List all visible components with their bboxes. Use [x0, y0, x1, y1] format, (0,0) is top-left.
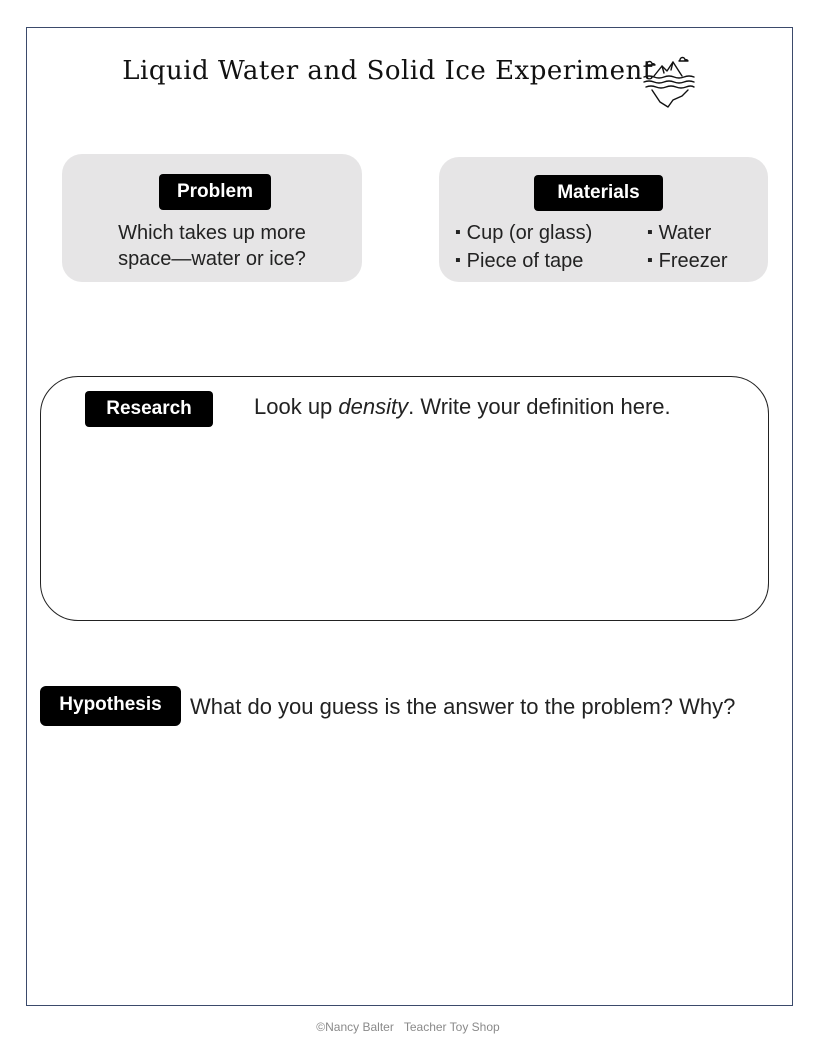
material-item: ▪ Water: [647, 220, 728, 248]
material-item: ▪ Cup (or glass): [455, 220, 592, 248]
materials-panel: [439, 157, 768, 282]
materials-list-right: [647, 220, 728, 276]
research-answer-box[interactable]: [40, 376, 769, 621]
material-item: ▪ Freezer: [647, 248, 728, 276]
materials-label: Materials: [534, 175, 663, 211]
material-item: ▪ Piece of tape: [455, 248, 592, 276]
research-prompt-term: density: [338, 394, 409, 419]
problem-line-1: Which takes up more: [118, 222, 306, 244]
research-prompt: [254, 394, 671, 420]
hypothesis-label: Hypothesis: [40, 686, 181, 726]
iceberg-icon: [640, 52, 698, 110]
research-prompt-after: . Write your definition here.: [408, 394, 671, 419]
problem-question: [62, 220, 362, 272]
footer: [0, 1020, 816, 1034]
research-label: Research: [85, 391, 213, 427]
page-title: Liquid Water and Solid Ice Experiment: [122, 56, 654, 86]
problem-label: Problem: [159, 174, 271, 210]
footer-author: ©Nancy Balter: [316, 1020, 394, 1034]
materials-list-left: [455, 220, 592, 276]
problem-line-2: space—water or ice?: [118, 248, 306, 270]
problem-panel: [62, 154, 362, 282]
research-prompt-before: Look up: [254, 394, 339, 419]
hypothesis-prompt: What do you guess is the answer to the problem? Why?: [190, 694, 736, 719]
footer-brand: Teacher Toy Shop: [403, 1020, 500, 1034]
